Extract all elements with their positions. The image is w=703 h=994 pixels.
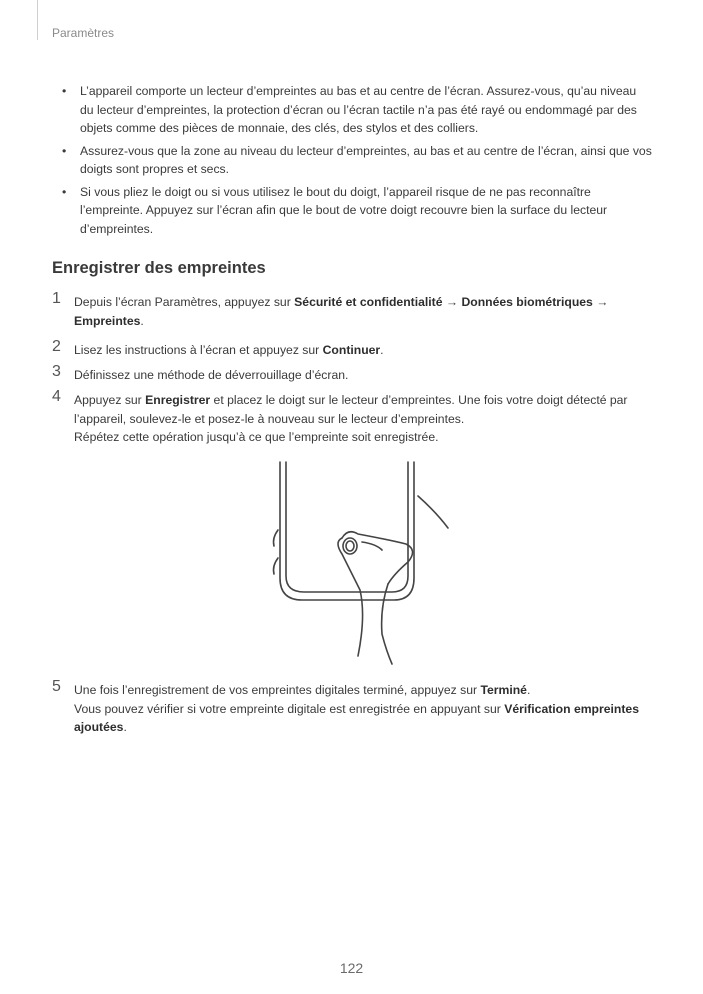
step-number: 3	[52, 363, 61, 380]
page-number: 122	[339, 960, 364, 976]
step-number: 4	[52, 388, 61, 405]
hand-on-phone-icon	[258, 458, 458, 668]
bullet-icon: •	[62, 184, 67, 199]
list-item: • L’appareil comporte un lecteur d’empreintes au bas et au centre de l’écran. Assurez-vous, qu’au niveau du lecteur d’empreintes, la protection d’écran ou l’écran tactile n’a pas été rayé ou endommagé par des objets comme des pièces de monnaie, des clés, des stylos et des colliers.	[62, 84, 637, 135]
step-3	[52, 363, 652, 385]
step-2	[52, 338, 652, 360]
bullet-icon: •	[62, 143, 67, 158]
list-item: • Si vous pliez le doigt ou si vous utilisez le bout du doigt, l’appareil risque de ne pas reconnaître l’empreinte. Appuyez sur l’écran afin que le bout de votre doigt recouvre bien la surface du lecteur d’empreintes.	[62, 184, 608, 236]
step-text: Définissez une méthode de déverrouillage d’écran.	[74, 368, 349, 382]
step-number: 5	[52, 678, 61, 695]
step-5	[52, 678, 652, 737]
section-title: Enregistrer des empreintes	[52, 259, 266, 277]
list-item: • Assurez-vous que la zone au niveau du lecteur d’empreintes, au bas et au centre de l’écran, ainsi que vos doigts sont propres et secs.	[62, 143, 652, 176]
step-text: Depuis l’écran Paramètres, appuyez sur Sécurité et confidentialité → Données biométriques → Empreintes.	[74, 295, 609, 328]
step-number: 1	[52, 290, 61, 307]
step-text: Lisez les instructions à l’écran et appuyez sur Continuer.	[74, 343, 384, 357]
precautions-list	[62, 82, 652, 242]
step-number: 2	[52, 338, 61, 355]
running-header: Paramètres	[52, 26, 115, 40]
step-4	[52, 388, 652, 447]
step-text: Appuyez sur Enregistrer et placez le doigt sur le lecteur d’empreintes. Une fois votre doigt détecté par l’appareil, soulevez-le et posez-le à nouveau sur le lecteur d’empreintes. Répétez cette opération jusqu’à ce que l’empreinte soit enregistrée.	[74, 393, 628, 444]
fingerprint-illustration	[258, 458, 458, 668]
bullet-icon: •	[62, 84, 67, 98]
step-text: Une fois l’enregistrement de vos empreintes digitales terminé, appuyez sur Terminé. Vous pouvez vérifier si votre empreinte digitale est enregistrée en appuyant sur Vérification empreintes ajoutées.	[74, 683, 639, 734]
step-1	[52, 290, 652, 330]
margin-rule	[37, 0, 38, 40]
